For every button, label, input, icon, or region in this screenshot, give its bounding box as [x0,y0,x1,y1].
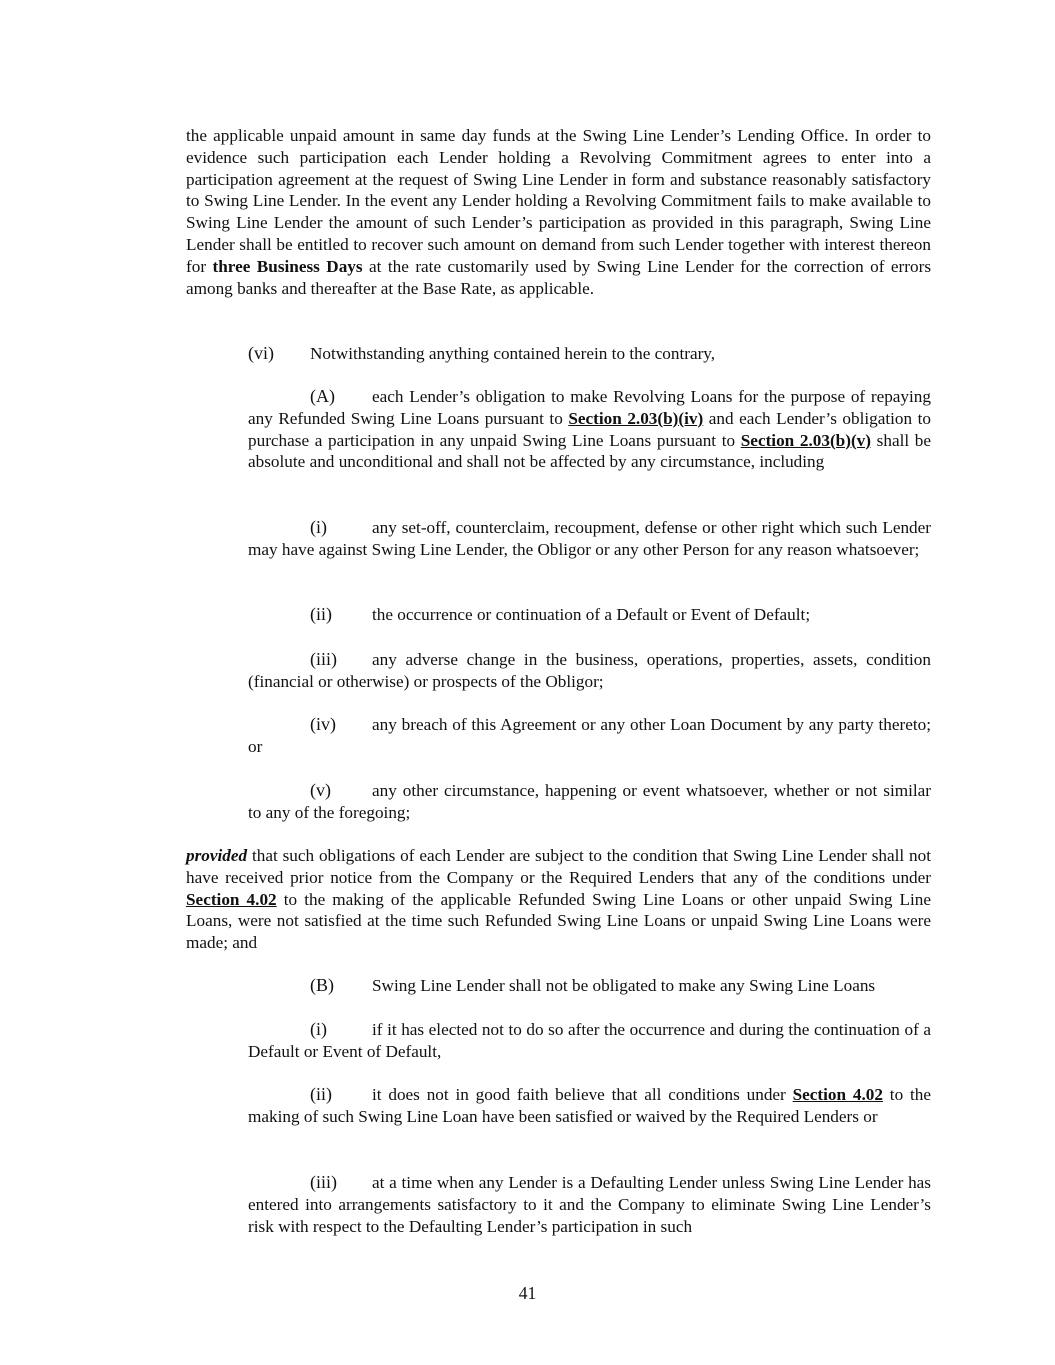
clause-text: any other circumstance, happening or event whatsoever, whether or not similar to any of the foregoing; [248,781,931,822]
clause-text: Notwithstanding anything contained herein to the contrary, [310,344,716,363]
clause-label: (v) [310,780,331,800]
clause-label: (iv) [310,714,336,734]
paragraph-text: to the making of the applicable Refunded Swing Line Loans or other unpaid Swing Line Loans, were not satisfied at the time such Refunded Swing Line Loans or unpaid Swing Line Loans were made; and [186,889,931,953]
clause-label: (ii) [310,1084,332,1104]
clause-A-iii [248,649,931,693]
section-reference-link[interactable]: Section 2.03(b)(v) [740,430,871,450]
clause-text: and each Lender’s obligation to purchase a participation in any unpaid Swing Line Loans pursuant to [248,408,931,450]
clause-text: shall be absolute and unconditional and shall not be affected by any circumstance, including [248,430,931,472]
clause-text: if it has elected not to do so after the occurrence and during the continuation of a Default or Event of Default, [248,1020,931,1061]
clause-A-v [248,780,931,824]
provided-term: provided [186,846,248,865]
clause-B [248,975,931,997]
clause-A-i [248,517,931,561]
section-reference-link[interactable]: Section 4.02 [792,1085,883,1104]
paragraph-text: at the rate customarily used by Swing Line Lender for the correction of errors among banks and thereafter at the Base Rate, as applicable. [186,256,932,298]
section-reference-link[interactable]: Section 4.02 [186,889,277,909]
page-number: 41 [518,1283,537,1303]
bold-term-three-business-days: three Business Days [212,256,363,276]
section-reference-link[interactable]: Section 2.03(b)(iv) [568,408,704,428]
clause-text: any adverse change in the business, operations, properties, assets, condition (financial or otherwise) or prospects of the Obligor; [248,650,931,691]
clause-label: (i) [310,1019,327,1039]
clause-label: (B) [310,975,334,995]
clause-text: any breach of this Agreement or any other Loan Document by any party thereto; or [248,715,931,756]
clause-label: (iii) [310,1172,337,1192]
clause-A-ii [248,604,931,626]
clause-label: (ii) [310,604,332,624]
clause-text: the occurrence or continuation of a Default or Event of Default; [372,605,811,624]
clause-label: (i) [310,517,327,537]
clause-text: to the making of such Swing Line Loan have been satisfied or waived by the Required Lenders or [248,1085,931,1126]
clause-vi [248,343,931,365]
clause-text: it does not in good faith believe that all conditions under [372,1085,793,1104]
clause-A [248,386,931,473]
clause-text: each Lender’s obligation to make Revolving Loans for the purpose of repaying any Refunded Swing Line Loans pursuant to [248,387,931,428]
clause-label: (iii) [310,649,337,669]
clause-text: Swing Line Lender shall not be obligated to make any Swing Line Loans [372,976,876,995]
clause-A-iv [248,714,931,758]
clause-B-i [248,1019,931,1063]
clause-label: (A) [310,386,335,406]
clause-B-iii [248,1172,931,1237]
clause-text: any set-off, counterclaim, recoupment, defense or other right which such Lender may have against Swing Line Lender, the Obligor or any other Person for any reason whatsoever; [248,518,931,559]
clause-text: at a time when any Lender is a Defaulting Lender unless Swing Line Lender has entered into arrangements satisfactory to it and the Company to eliminate Swing Line Lender’s risk with respect to the Defaulting Lender’s participation in such [248,1173,931,1236]
paragraph-swing-line-participation [186,125,931,299]
provided-paragraph [186,845,931,954]
clause-B-ii [248,1084,931,1128]
clause-label: (vi) [248,343,274,363]
paragraph-text: that such obligations of each Lender are subject to the condition that Swing Line Lender shall not have received prior notice from the Company or the Required Lenders that any of the conditions under [186,846,931,887]
paragraph-text: the applicable unpaid amount in same day funds at the Swing Line Lender’s Lending Office. In order to evidence such participation each Lender holding a Revolving Commitment agrees to enter into a participation agreement at the request of Swing Line Lender in form and substance reasonably satisfactory to Swing Line Lender. In the event any Lender holding a Revolving Commitment fails to make available to Swing Line Lender the amount of such Lender’s participation as provided in this paragraph, Swing Line Lender shall be entitled to recover such amount on demand from such Lender together with interest thereon for [186,126,931,276]
